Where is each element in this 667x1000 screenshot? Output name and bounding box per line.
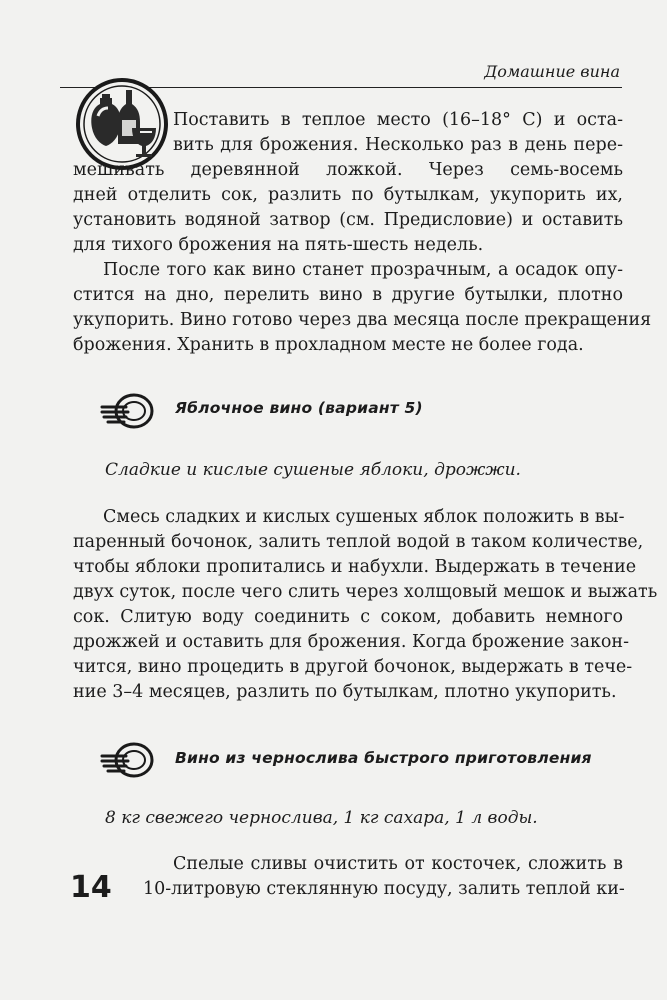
text-line: мешивать деревянной ложкой. Через семь-восемь: [73, 160, 623, 180]
hand-dish-icon: [100, 738, 160, 782]
text-line: После того как вино станет прозрачным, а осадок опу-: [103, 260, 623, 280]
text-line: дней отделить сок, разлить по бутылкам, укупорить их,: [73, 185, 623, 205]
text-line: брожения. Хранить в прохладном месте не более года.: [73, 335, 584, 355]
text-line: чится, вино процедить в другой бочонок, выдержать в тече-: [73, 657, 633, 677]
text-line: укупорить. Вино готово через два месяца после прекращения: [73, 310, 652, 330]
text-line: стится на дно, перелить вино в другие бутылки, плотно: [73, 285, 623, 305]
text-line: паренный бочонок, залить теплой водой в таком количестве,: [73, 532, 644, 552]
recipe-ingredients: Сладкие и кислые сушеные яблоки, дрожжи.: [105, 460, 521, 480]
text-line: Спелые сливы очистить от косточек, сложить в: [173, 854, 623, 874]
recipe-title: Вино из чернослива быстрого приготовления: [175, 749, 592, 767]
text-line: 10-литровую стеклянную посуду, залить теплой ки-: [143, 879, 625, 899]
recipe-ingredients: 8 кг свежего чернослива, 1 кг сахара, 1 л воды.: [105, 808, 538, 828]
page-number: 14: [70, 870, 112, 905]
text-line: сок. Слитую воду соединить с соком, добавить немного: [73, 607, 623, 627]
running-header: Домашние вина: [484, 62, 620, 81]
intro-paragraph-2: [73, 258, 652, 358]
text-line: чтобы яблоки пропитались и набухли. Выдержать в течение: [73, 557, 637, 577]
text-line: дрожжей и оставить для брожения. Когда брожение закон-: [73, 632, 630, 652]
intro-paragraph-1: [73, 108, 623, 258]
text-line: двух суток, после чего слить через холщовый мешок и выжать: [73, 582, 658, 602]
recipe-title: Яблочное вино (вариант 5): [175, 399, 423, 417]
text-line: Поставить в теплое место (16–18° С) и оста-: [173, 110, 623, 130]
text-line: установить водяной затвор (см. Предисловие) и оставить: [73, 210, 623, 230]
text-line: для тихого брожения на пять-шесть недель.: [73, 235, 484, 255]
text-line: вить для брожения. Несколько раз в день пере-: [173, 135, 623, 155]
recipe-body: [73, 505, 658, 705]
recipe-body: [73, 852, 623, 902]
hand-dish-icon: [100, 389, 160, 433]
text-line: ние 3–4 месяцев, разлить по бутылкам, плотно укупорить.: [73, 682, 617, 702]
text-line: Смесь сладких и кислых сушеных яблок положить в вы-: [103, 507, 625, 527]
